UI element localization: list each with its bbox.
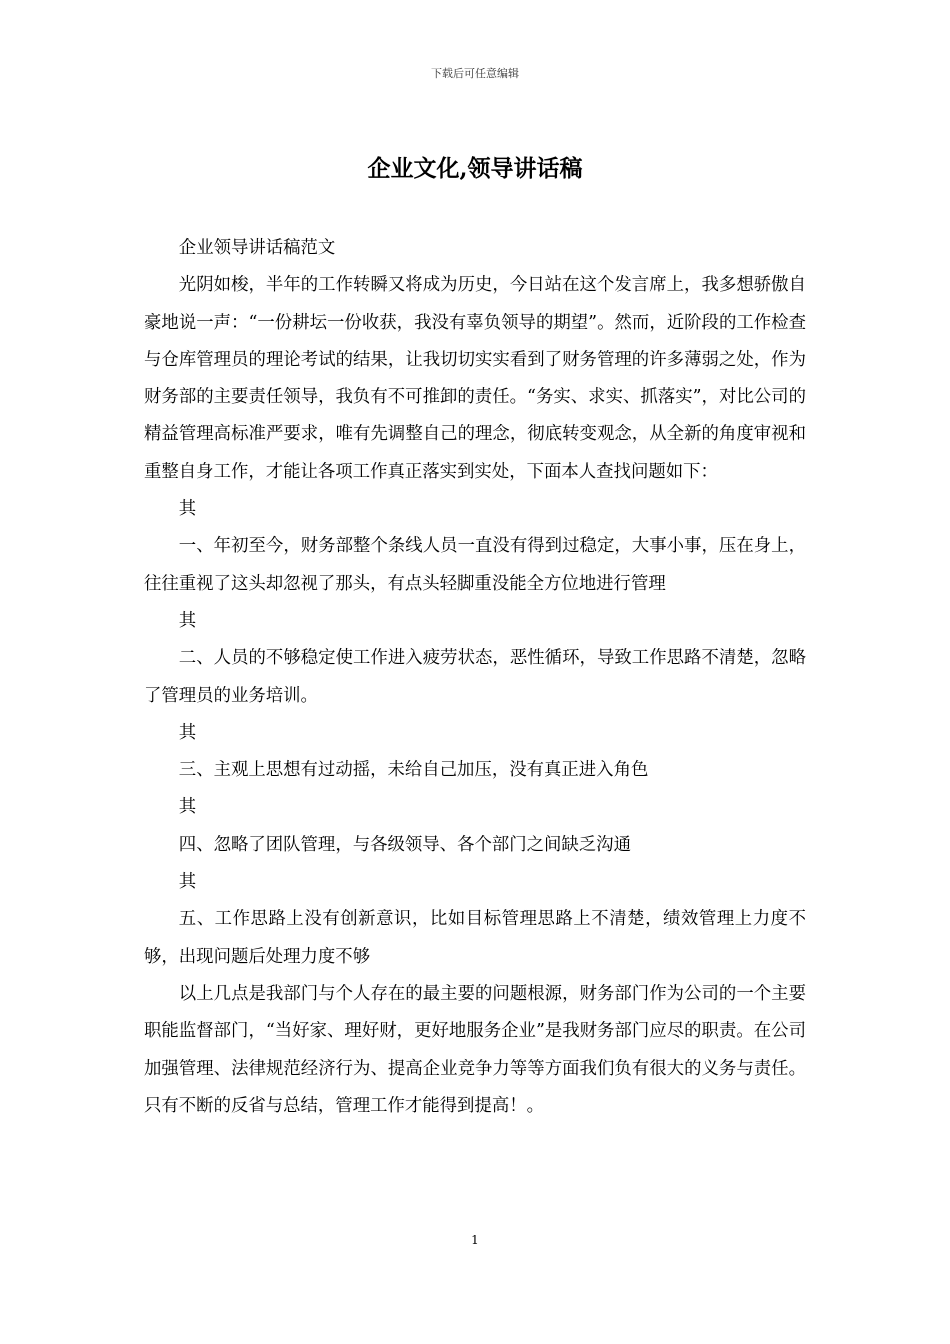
- paragraph-marker: 其: [178, 499, 197, 520]
- document-body: [144, 230, 806, 1125]
- paragraph-marker: 其: [178, 722, 197, 743]
- paragraph-marker: 其: [178, 872, 197, 893]
- paragraph-conclusion: 以上几点是我部门与个人存在的最主要的问题根源，财务部门作为公司的一个主要职能监督部门，“当好家、理好财，更好地服务企业”是我财务部门应尽的职责。在公司加强管理、法律规范经济行为、提高企业竞争力等等方面我们负有很大的义务与责任。只有不断的反省与总结，管理工作才能得到提高！。: [144, 983, 806, 1116]
- page-number: 1: [471, 1233, 479, 1247]
- paragraph-issue-4: 四、忽略了团队管理，与各级领导、各个部门之间缺乏沟通: [178, 834, 631, 855]
- paragraph-marker: 其: [178, 797, 197, 818]
- paragraph-marker: 其: [178, 610, 197, 631]
- paragraph-issue-3: 三、主观上思想有过动摇，未给自己加压，没有真正进入角色: [178, 760, 649, 781]
- document-title: 企业文化,领导讲话稿: [367, 155, 583, 182]
- paragraph-intro: 光阴如梭，半年的工作转瞬又将成为历史，今日站在这个发言席上，我多想骄傲自豪地说一声：“一份耕坛一份收获，我没有辜负领导的期望”。然而，近阶段的工作检查与仓库管理员的理论考试的结果，让我切切实实看到了财务管理的许多薄弱之处，作为财务部的主要责任领导，我负有不可推卸的责任。“务实、求实、抓落实”，对比公司的精益管理高标准严要求，唯有先调整自己的理念，彻底转变观念，从全新的角度审视和重整自身工作，才能让各项工作真正落实到实处，下面本人查找问题如下：: [144, 275, 806, 482]
- paragraph-subtitle: 企业领导讲话稿范文: [178, 238, 336, 258]
- paragraph-issue-2: 二、人员的不够稳定使工作进入疲劳状态，恶性循环，导致工作思路不清楚，忽略了管理员的业务培训。: [144, 648, 806, 706]
- page-header: 下载后可任意编辑: [431, 67, 519, 80]
- paragraph-issue-5: 五、工作思路上没有创新意识，比如目标管理思路上不清楚，绩效管理上力度不够，出现问题后处理力度不够: [144, 909, 806, 967]
- paragraph-issue-1: 一、年初至今，财务部整个条线人员一直没有得到过稳定，大事小事，压在身上，往往重视了这头却忽视了那头，有点头轻脚重没能全方位地进行管理: [144, 536, 806, 594]
